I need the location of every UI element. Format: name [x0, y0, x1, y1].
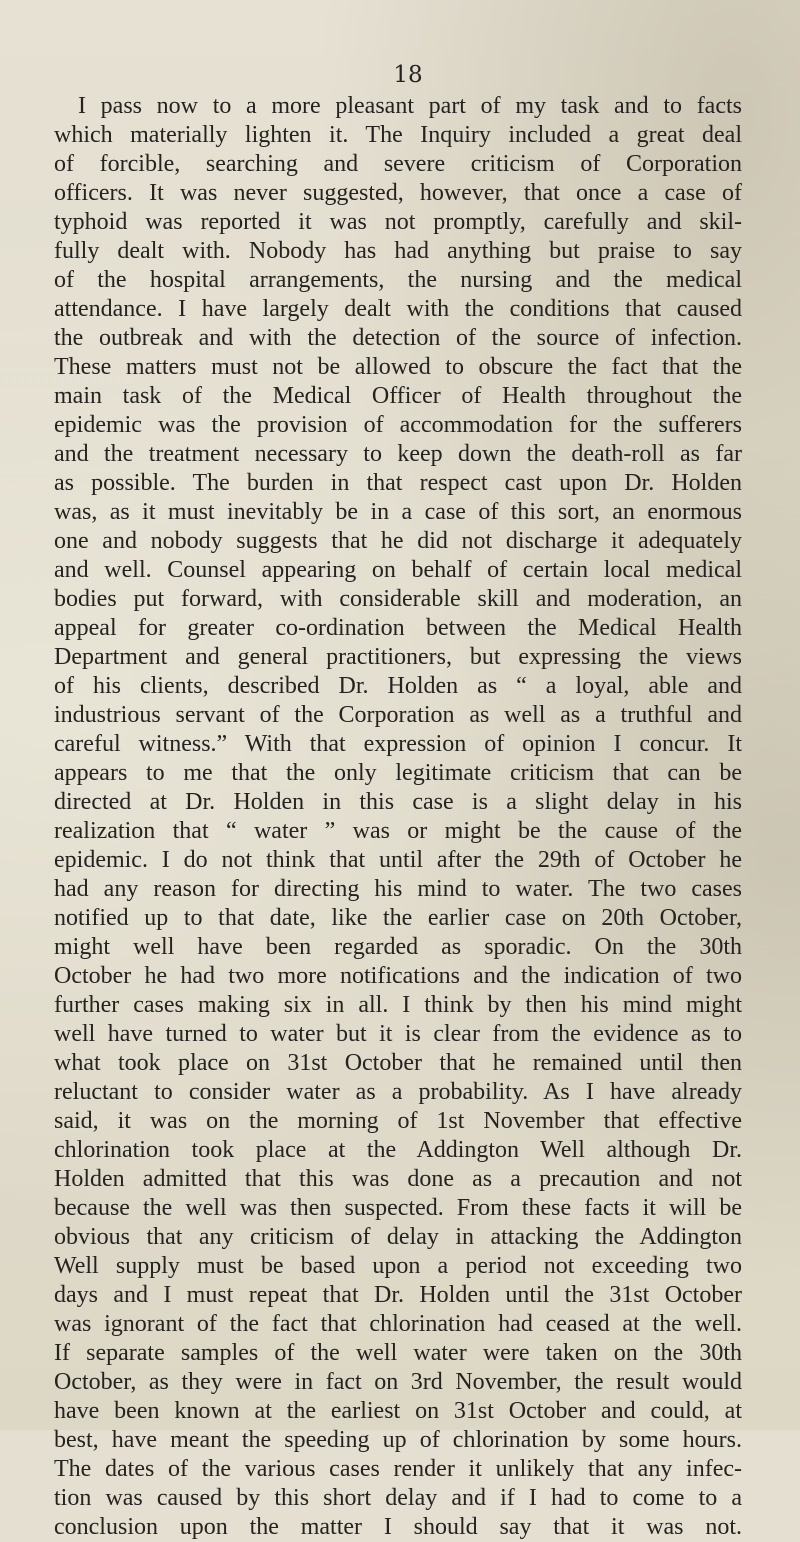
- paragraph-line: was ignorant of the fact that chlorination had ceased at the well.: [54, 1311, 742, 1337]
- paragraph-line: main task of the Medical Officer of Health throughout the: [54, 383, 742, 409]
- paragraph-line: October, as they were in fact on 3rd November, the result would: [54, 1369, 742, 1395]
- paragraph-line: The dates of the various cases render it unlikely that any infec-: [54, 1456, 742, 1482]
- paragraph-line: and the treatment necessary to keep down the death-roll as far: [54, 441, 742, 467]
- paragraph-line: was, as it must inevitably be in a case of this sort, an enormous: [54, 499, 742, 525]
- paragraph-line: industrious servant of the Corporation as well as a truthful and: [54, 702, 742, 728]
- paragraph-line: fully dealt with. Nobody has had anything but praise to say: [54, 238, 742, 264]
- paragraph-line: bodies put forward, with considerable skill and moderation, an: [54, 586, 742, 612]
- paragraph-line: and well. Counsel appearing on behalf of certain local medical: [54, 557, 742, 583]
- paragraph-line: appears to me that the only legitimate criticism that can be: [54, 760, 742, 786]
- paragraph-line: of the hospital arrangements, the nursing and the medical: [54, 267, 742, 293]
- paragraph-line: officers. It was never suggested, however, that once a case of: [54, 180, 742, 206]
- paragraph-line: epidemic. I do not think that until after the 29th of October he: [54, 847, 742, 873]
- paragraph-line: days and I must repeat that Dr. Holden until the 31st October: [54, 1282, 742, 1308]
- body-paragraph: [54, 92, 742, 1542]
- paragraph-line: have been known at the earliest on 31st October and could, at: [54, 1398, 742, 1424]
- paragraph-line: the outbreak and with the detection of the source of infection.: [54, 325, 742, 351]
- paragraph-line: Department and general practitioners, but expressing the views: [54, 644, 742, 670]
- paragraph-line: further cases making six in all. I think by then his mind might: [54, 992, 742, 1018]
- paragraph-line: appeal for greater co-ordination between the Medical Health: [54, 615, 742, 641]
- paragraph-line: had any reason for directing his mind to water. The two cases: [54, 876, 742, 902]
- paragraph-line: of his clients, described Dr. Holden as “ a loyal, able and: [54, 673, 742, 699]
- paragraph-line: directed at Dr. Holden in this case is a slight delay in his: [54, 789, 742, 815]
- paragraph-line: realization that “ water ” was or might be the cause of the: [54, 818, 742, 844]
- paragraph-line: might well have been regarded as sporadic. On the 30th: [54, 934, 742, 960]
- paragraph-line: Holden admitted that this was done as a precaution and not: [54, 1166, 742, 1192]
- paragraph-line: best, have meant the speeding up of chlorination by some hours.: [54, 1427, 742, 1453]
- paragraph-line: October he had two more notifications and the indication of two: [54, 963, 742, 989]
- paragraph-line: chlorination took place at the Addington Well although Dr.: [54, 1137, 742, 1163]
- paragraph-line: careful witness.” With that expression of opinion I concur. It: [54, 731, 742, 757]
- paragraph-line: obvious that any criticism of delay in attacking the Addington: [54, 1224, 742, 1250]
- paragraph-line: Well supply must be based upon a period not exceeding two: [54, 1253, 742, 1279]
- paragraph-line: said, it was on the morning of 1st November that effective: [54, 1108, 742, 1134]
- paragraph-line: typhoid was reported it was not promptly, carefully and skil-: [54, 209, 742, 235]
- page-number: 18: [393, 62, 423, 88]
- paragraph-line: of forcible, searching and severe criticism of Corporation: [54, 151, 742, 177]
- paragraph-line: These matters must not be allowed to obscure the fact that the: [54, 354, 742, 380]
- paragraph-line: tion was caused by this short delay and if I had to come to a: [54, 1485, 742, 1511]
- paragraph-line: If separate samples of the well water were taken on the 30th: [54, 1340, 742, 1366]
- paragraph-line: because the well was then suspected. From these facts it will be: [54, 1195, 742, 1221]
- paragraph-line: epidemic was the provision of accommodation for the sufferers: [54, 412, 742, 438]
- paragraph-line: notified up to that date, like the earlier case on 20th October,: [54, 905, 742, 931]
- paragraph-line: one and nobody suggests that he did not discharge it adequately: [54, 528, 742, 554]
- paragraph-line: well have turned to water but it is clear from the evidence as to: [54, 1021, 742, 1047]
- paragraph-line: I pass now to a more pleasant part of my task and to facts: [78, 93, 742, 119]
- paragraph-line: as possible. The burden in that respect cast upon Dr. Holden: [54, 470, 742, 496]
- paragraph-line: what took place on 31st October that he remained until then: [54, 1050, 742, 1076]
- paragraph-line: which materially lighten it. The Inquiry included a great deal: [54, 122, 742, 148]
- paragraph-line: reluctant to consider water as a probability. As I have already: [54, 1079, 742, 1105]
- paragraph-line: conclusion upon the matter I should say that it was not.: [54, 1514, 742, 1540]
- paragraph-line: attendance. I have largely dealt with the conditions that caused: [54, 296, 742, 322]
